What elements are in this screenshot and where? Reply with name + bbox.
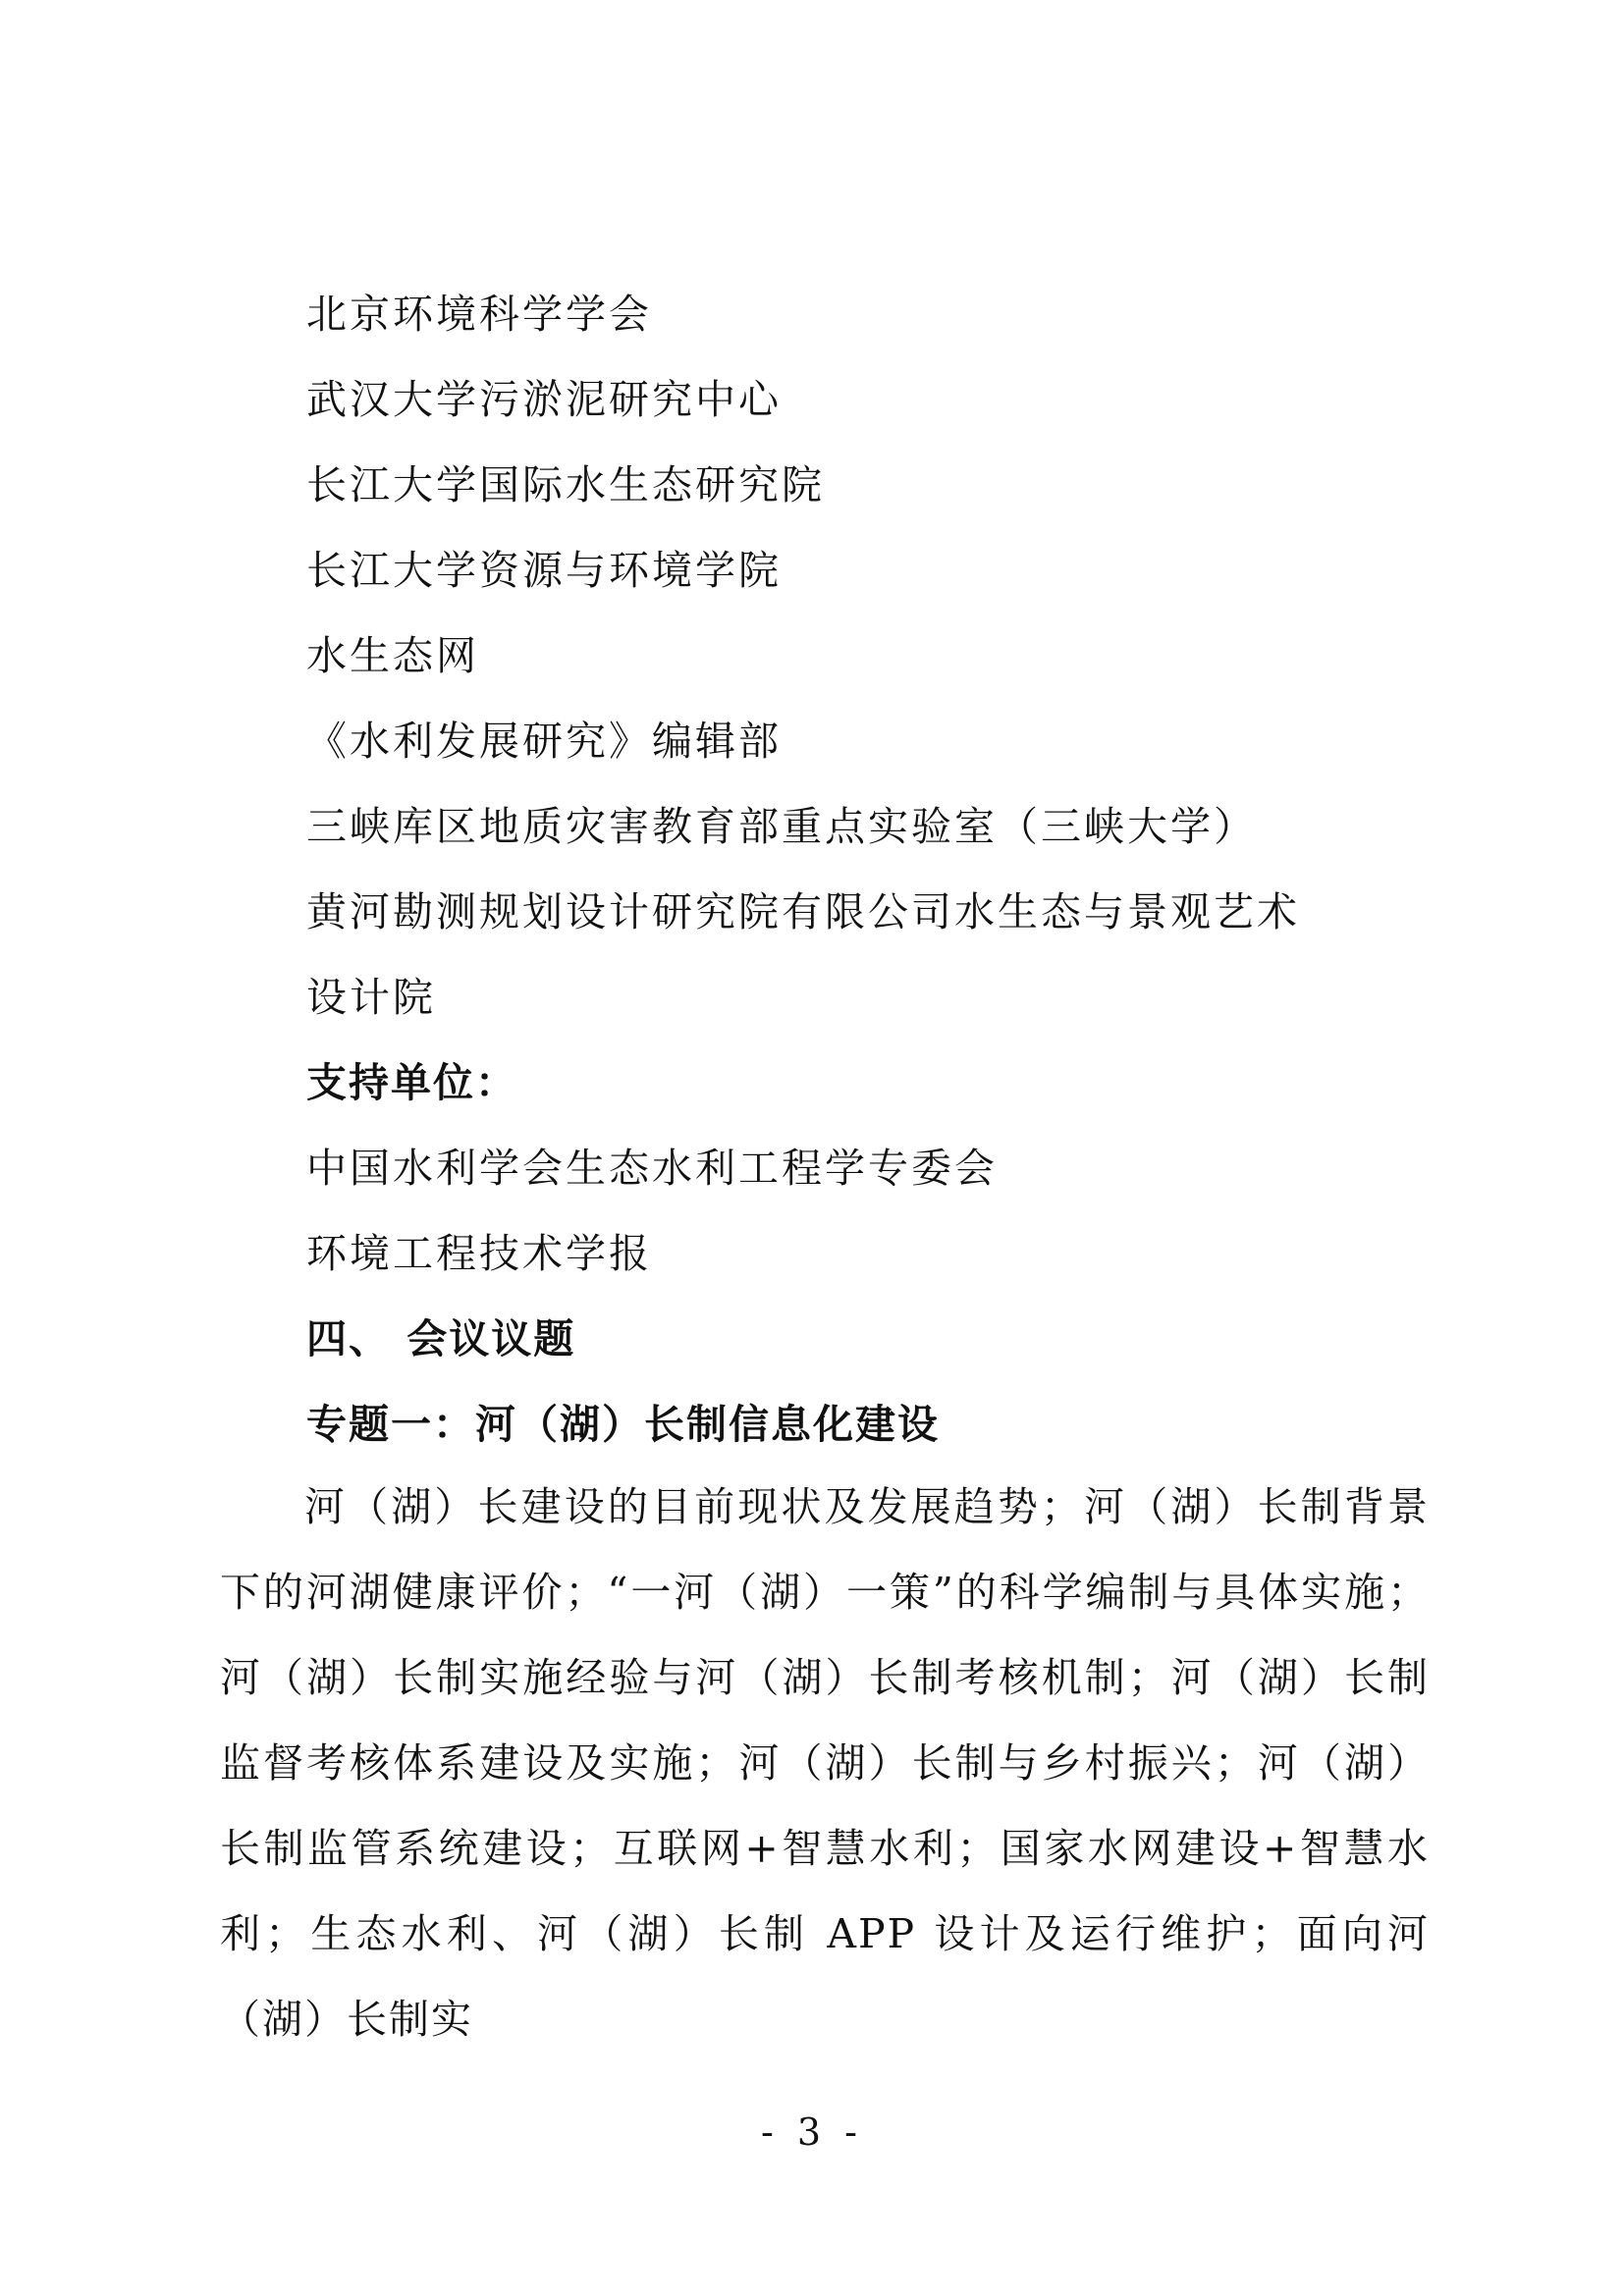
section-heading: 四、 会议议题 — [306, 1315, 576, 1362]
organizer-line: 水生态网 — [306, 632, 479, 679]
organizer-line: 长江大学资源与环境学院 — [306, 547, 782, 594]
organizer-line: 三峡库区地质灾害教育部重点实验室（三峡大学） — [306, 803, 1257, 850]
organizer-line: 黄河勘测规划设计研究院有限公司水生态与景观艺术 — [306, 888, 1300, 935]
page-number: - 3 - — [760, 2110, 863, 2154]
organizer-line: 长江大学国际水生态研究院 — [306, 461, 825, 508]
organizer-line: 《水利发展研究》编辑部 — [306, 718, 782, 765]
support-item: 中国水利学会生态水利工程学专委会 — [306, 1145, 998, 1192]
organizer-line: 设计院 — [306, 974, 436, 1021]
topic-title: 专题一：河（湖）长制信息化建设 — [306, 1401, 940, 1448]
support-item: 环境工程技术学报 — [306, 1230, 652, 1277]
organizer-line: 武汉大学污淤泥研究中心 — [306, 376, 782, 423]
organizer-line: 北京环境科学学会 — [306, 291, 652, 338]
support-heading: 支持单位： — [306, 1059, 517, 1106]
topic-body: 河（湖）长建设的目前现状及发展趋势；河（湖）长制背景下的河湖健康评价；“一河（湖）一策”的科学编制与具体实施；河（湖）长制实施经验与河（湖）长制考核机制；河（湖）长制监督考核体系建设及实施；河（湖）长制与乡村振兴；河（湖）长制监管系统建设；互联网+智慧水利；国家水网建设+智慧水利；生态水利、河（湖）长制 APP 设计及运行维护；面向河（湖）长制实 — [220, 1483, 1430, 2043]
